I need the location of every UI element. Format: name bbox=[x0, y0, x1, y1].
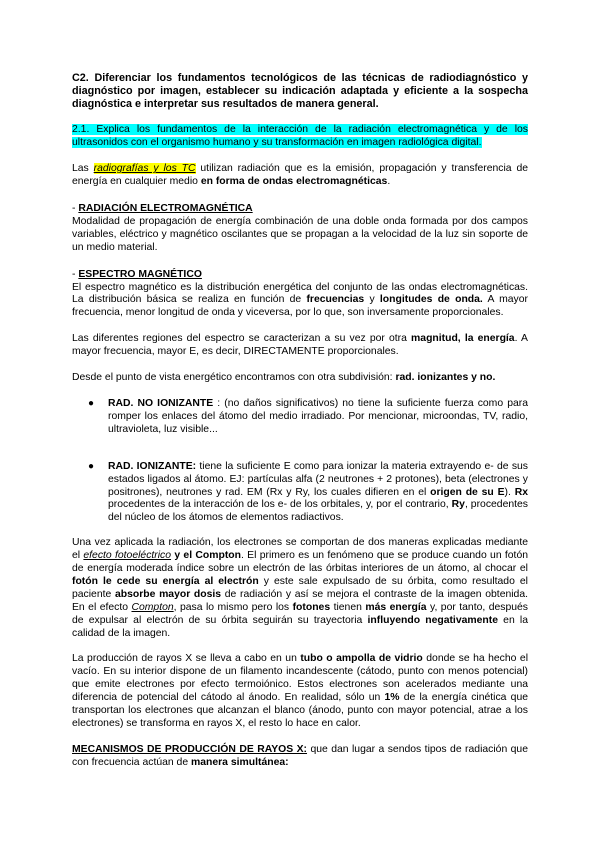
subsection-highlight: 2.1. Explica los fundamentos de la interacción de la radiación electromagnética y de los ultrasonidos con el organismo humano y su transformación en imagen radiológica digital. bbox=[72, 124, 528, 149]
radiation-definition: Modalidad de propagación de energía combinación de una doble onda formada por dos campos variables, eléctrico y magnético oscilantes que se propagan a la velocidad de la luz sin soporte de un medio material. bbox=[72, 215, 528, 253]
section-heading-spectrum: - ESPECTRO MAGNÉTICO bbox=[72, 268, 202, 280]
mechanisms-paragraph: MECANISMOS DE PRODUCCIÓN DE RAYOS X: que dan lugar a sendos tipos de radiación que con frecuencia actúan de manera simultánea: bbox=[72, 743, 528, 768]
intro-paragraph: Las radiografías y los TC utilizan radiación que es la emisión, propagación y transferencia de energía en cualquier medio en forma de ondas electromagnéticas. bbox=[72, 163, 528, 188]
mechanisms-heading: MECANISMOS DE PRODUCCIÓN DE RAYOS X: bbox=[72, 743, 308, 755]
subdivision-paragraph: Desde el punto de vista energético encontramos con otra subdivisión: rad. ionizantes y no. bbox=[72, 372, 496, 384]
interaction-paragraph: Una vez aplicada la radiación, los electrones se comportan de dos maneras explicadas mediante el efecto fotoeléctrico y el Compton. El primero es un fenómeno que se produce cuando un fotón de energía moderada índice sobre un electrón de las órbitas interiores de un átomo, al chocar el fotón le cede su energía al electrón y este sale expulsado de su órbita, como resultado el paciente absorbe mayor dosis de radiación y así se mejora el contraste de la imagen obtenida. En el efecto Compton, pasa lo mismo pero los fotones tienen más energía y, por tanto, después de expulsar al electrón de su órbita seguirán su trayectoria influyendo negativamente en la calidad de la imagen. bbox=[72, 537, 529, 639]
xray-production-paragraph: La producción de rayos X se lleva a cabo en un tubo o ampolla de vidrio donde se ha hecho el vacío. En su interior dispone de un filamento incandescente (cátodo, punto con menos potencial) que emite electrones por efecto termoiónico. Estos electrones son acelerados mediante una diferencia de potencial del cátodo al ánodo. En realidad, sólo un 1% de la energía cinética que transportan los electrones que alcanzan el blanco (ánodo, punto con mayor potencial, atrae a los electrones) se transforma en rayos X, el resto lo hace en calor. bbox=[72, 653, 528, 730]
spectrum-paragraph: El espectro magnético es la distribución energética del conjunto de las ondas electromagnéticas. La distribución básica se realiza en función de frecuencias y longitudes de onda. A mayor frecuencia, menor longitud de onda y viceversa, por lo que, son inversamente proporcionales. bbox=[72, 281, 528, 319]
bullet-icon: ● bbox=[88, 460, 95, 472]
radiation-type-list bbox=[72, 398, 528, 525]
competency-title: C2. Diferenciar los fundamentos tecnológicos de las técnicas de radiodiagnóstico y diagnóstico por imagen, establecer su indicación adaptada y eficiente a la sospecha diagnóstica e interpretar sus resultados de manera general. bbox=[72, 72, 528, 110]
subsection-objective bbox=[72, 124, 528, 150]
section-heading-radiation: - RADIACIÓN ELECTROMAGNÉTICA bbox=[72, 203, 253, 215]
list-item-ionizing: ● RAD. IONIZANTE: tiene la suficiente E como para ionizar la materia extrayendo e- de sus estados ligados al átomo. EJ: partículas alfa (2 neutrones + 2 protones), beta (electrones y positrones), neutrones y rad. EM (Rx y Ry, los cuales difieren en el origen de su E). Rx procedentes de la interacción de los e- de los orbitales, y, por el contrario, Ry, procedentes del núcleo de los átomos de elementos radiactivos. bbox=[88, 460, 528, 524]
document-page bbox=[72, 72, 528, 770]
highlighted-term: radiografías y los TC bbox=[93, 163, 196, 175]
bullet-icon: ● bbox=[88, 397, 95, 409]
list-item-non-ionizing: ● RAD. NO IONIZANTE : (no daños significativos) no tiene la suficiente fuerza como para romper los enlaces del átomo del medio irradiado. Por mencionar, microondas, TV, radio, ultravioleta, luz visible... bbox=[88, 397, 529, 435]
regions-paragraph: Las diferentes regiones del espectro se caracterizan a su vez por otra magnitud, la energía. A mayor frecuencia, mayor E, es decir, DIRECTAMENTE proporcionales. bbox=[72, 333, 528, 358]
